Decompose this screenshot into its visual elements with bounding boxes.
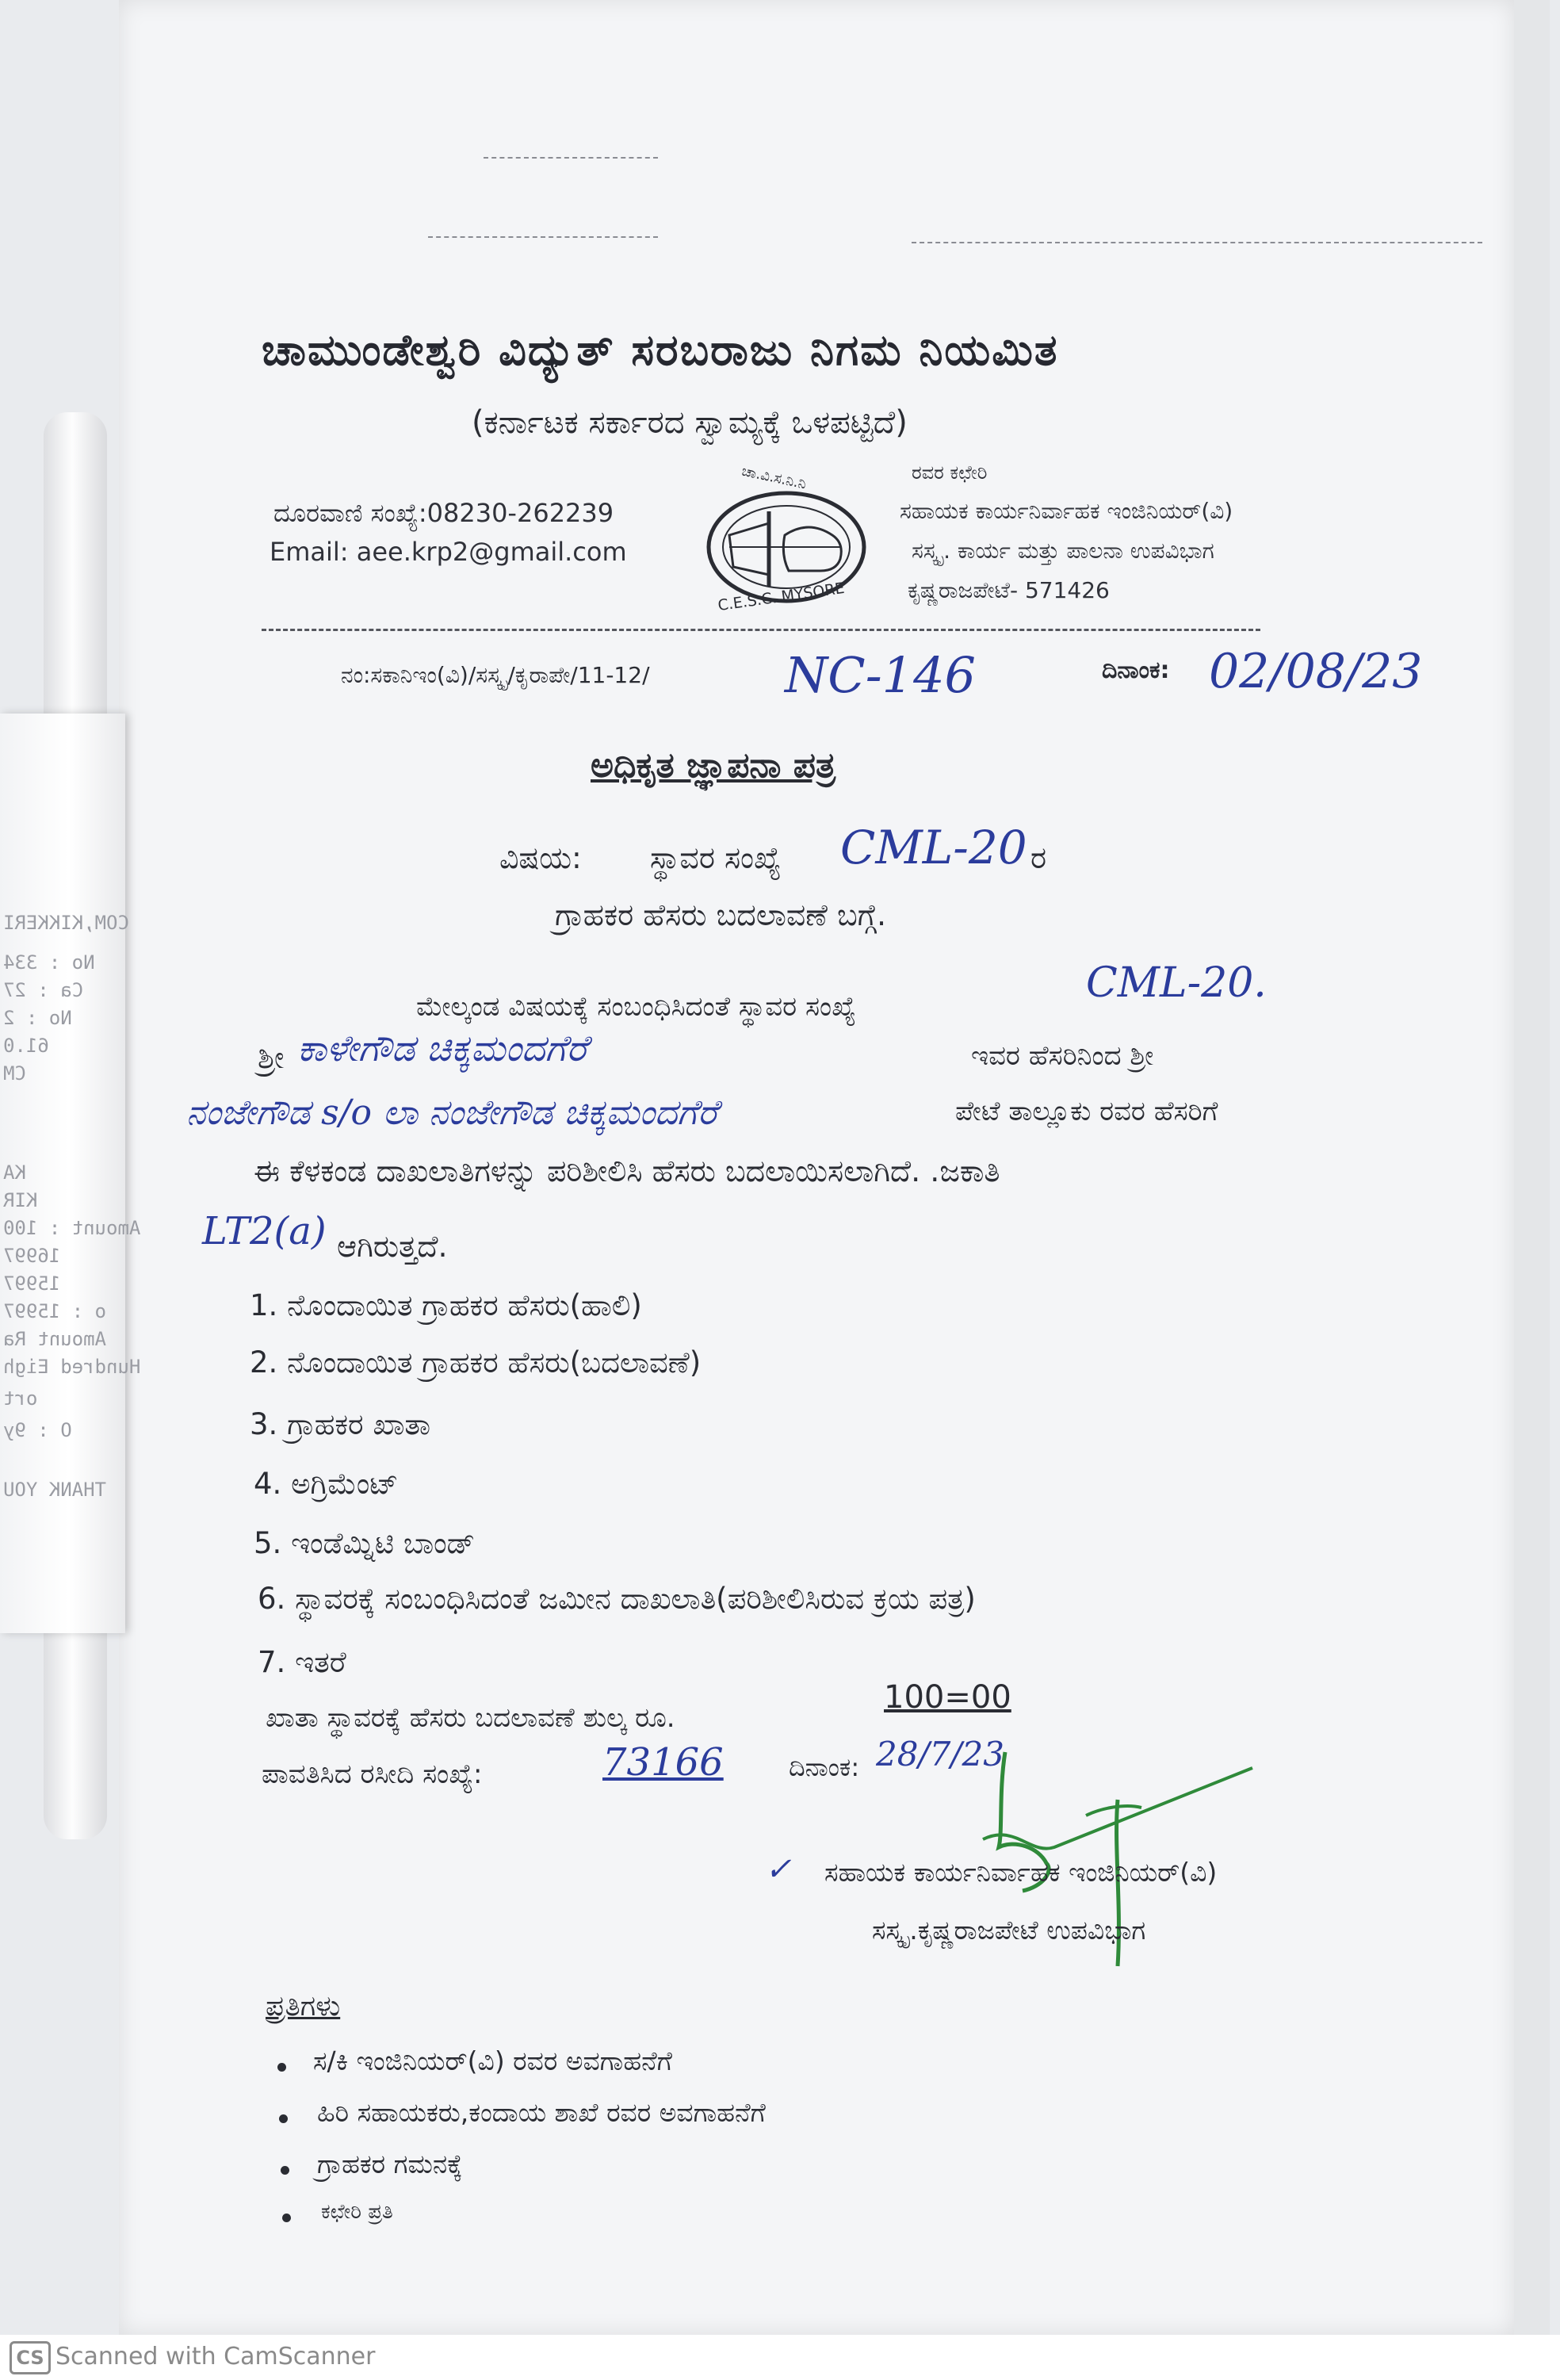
list-item: 2. ನೊಂದಾಯಿತ ಗ್ರಾಹಕರ ಹೆಸರು(ಬದಲಾವಣೆ) <box>250 1345 702 1379</box>
receipt-date-label: ದಿನಾಂಕ: <box>789 1752 860 1782</box>
roll-line: 15997 <box>3 1272 61 1295</box>
receipt-label: ಪಾವತಿಸಿದ ರಸೀದಿ ಸಂಖ್ಯೆ: <box>262 1758 483 1790</box>
subject-text: ಸ್ಥಾವರ ಸಂಖ್ಯೆ <box>650 840 782 875</box>
bullet-icon <box>279 2114 288 2123</box>
roll-line: KIR <box>3 1189 38 1211</box>
logo-top-text: ಚಾ.ವಿ.ಸ.ನಿ.ನಿ <box>740 462 808 493</box>
roll-line: COM,KIKKERI <box>3 912 129 934</box>
memo-heading: ಅಧಿಕೃತ ಜ್ಞಾಪನಾ ಪತ್ರ <box>591 745 836 786</box>
bullet-icon <box>277 2063 286 2072</box>
reference-number-handwritten: NC-146 <box>785 646 976 704</box>
list-item: 6. ಸ್ಥಾವರಕ್ಕೆ ಸಂಬಂಧಿಸಿದಂತೆ ಜಮೀನ ದಾಖಲಾತಿ(ಪರಿಶೀಲಿಸಿರುವ ಕ್ರಯ ಪತ್ರ) <box>258 1582 976 1616</box>
roll-line: CM <box>3 1062 26 1085</box>
logo-bottom-text: C.E.S.C. MYSORE <box>717 579 846 615</box>
roll-line: Amount Ra <box>3 1328 107 1350</box>
copies-heading: ಪ್ರತಿಗಳು <box>266 1990 341 2022</box>
subject-line-2: ಗ್ರಾಹಕರ ಹೆಸರು ಬದಲಾವಣೆ ಬಗ್ಗೆ. <box>555 897 887 932</box>
copies-item: ಕಛೇರಿ ಪ್ರತಿ <box>321 2200 393 2224</box>
date-label: ದಿನಾಂಕ: <box>1102 656 1170 684</box>
receipt-roll <box>0 714 141 1633</box>
camscanner-watermark: Scanned with CamScanner <box>55 2343 376 2370</box>
bullet-icon <box>282 2214 291 2222</box>
list-item: 4. ಅಗ್ರಿಮೆಂಟ್ <box>254 1467 399 1501</box>
faint-line <box>428 236 658 238</box>
para-line-3: ಪೇಟೆ ತಾಲ್ಲೂಕು ರವರ ಹೆಸರಿಗೆ <box>955 1096 1218 1127</box>
list-item: 7. ಇತರೆ <box>258 1645 346 1679</box>
email-address: Email: aee.krp2@gmail.com <box>270 537 627 567</box>
subject-handwritten: CML-20 <box>840 821 1027 874</box>
camscanner-logo-icon: CS <box>10 2341 51 2374</box>
roll-line: o : 15997 <box>3 1300 107 1322</box>
roll-line: 61.0 <box>3 1035 49 1057</box>
subject-label: ವಿಷಯ: <box>499 840 582 875</box>
faint-line <box>484 157 658 159</box>
para-prefix-2: ಶ್ರೀ <box>258 1040 285 1075</box>
org-subtitle: (ಕರ್ನಾಟಕ ಸರ್ಕಾರದ ಸ್ವಾಮ್ಯಕ್ಕೆ ಒಳಪಟ್ಟಿದೆ) <box>472 404 908 441</box>
para-handwritten-4: LT2(a) <box>202 1209 327 1253</box>
fee-amount: 100=00 <box>884 1679 1011 1716</box>
receipt-number-handwritten: 73166 <box>602 1740 724 1785</box>
phone-number: ದೂರವಾಣಿ ಸಂಖ್ಯೆ:08230-262239 <box>273 498 614 528</box>
para-line-5: ಆಗಿರುತ್ತದೆ. <box>337 1229 448 1264</box>
signatory-designation-1: ಸಹಾಯಕ ಕಾರ್ಯನಿರ್ವಾಹಕ ಇಂಜಿನಿಯರ್(ವಿ) <box>824 1857 1218 1888</box>
roll-line: ort <box>3 1387 38 1410</box>
office-line-2: ಸಹಾಯಕ ಕಾರ್ಯನಿರ್ವಾಹಕ ಇಂಜಿನಿಯರ್(ವಿ) <box>900 498 1233 524</box>
receipt-date-handwritten: 28/7/23 <box>876 1735 1004 1774</box>
copies-item: ಸ/ಕಿ ಇಂಜಿನಿಯರ್(ವಿ) ರವರ ಅವಗಾಹನೆಗೆ <box>313 2045 672 2076</box>
faint-line <box>912 242 1482 243</box>
para-line-1: ಮೇಲ್ಕಂಡ ವಿಷಯಕ್ಕೆ ಸಂಬಂಧಿಸಿದಂತೆ ಸ್ಥಾವರ ಸಂಖ್ಯೆ <box>416 991 856 1023</box>
para-line-4: ಈ ಕೆಳಕಂಡ ದಾಖಲಾತಿಗಳನ್ನು ಪರಿಶೀಲಿಸಿ ಹೆಸರು ಬದಲಾಯಿಸಲಾಗಿದೆ. .ಜಕಾತಿ <box>254 1154 1000 1188</box>
subject-suffix: ರ <box>1030 840 1047 875</box>
fee-line: ಖಾತಾ ಸ್ಥಾವರಕ್ಕೆ ಹೆಸರು ಬದಲಾವಣೆ ಶುಲ್ಕ ರೂ. <box>266 1702 675 1734</box>
list-item: 5. ಇಂಡೆಮ್ನಿಟಿ ಬಾಂಡ್ <box>254 1526 476 1560</box>
office-line-4: ಕೃಷ್ಣರಾಜಪೇಟೆ- 571426 <box>908 577 1110 603</box>
para-handwritten-1: CML-20. <box>1086 959 1267 1007</box>
para-handwritten-3: ನಂಜೇಗೌಡ s/o ಲಾ ನಂಜೇಗೌಡ ಚಿಕ್ಕಮಂದಗೆರೆ <box>186 1092 718 1133</box>
initial-mark: ✓ <box>765 1851 792 1888</box>
list-item: 3. ಗ್ರಾಹಕರ ಖಾತಾ <box>250 1407 431 1441</box>
copies-item: ಗ್ರಾಹಕರ ಗಮನಕ್ಕೆ <box>317 2149 463 2179</box>
roll-line: 16997 <box>3 1245 61 1267</box>
roll-line: THANK YOU <box>3 1479 107 1501</box>
para-handwritten-2: ಕಾಳೇಗೌಡ ಚಿಕ್ಕಮಂದಗೆರೆ <box>297 1027 587 1069</box>
date-handwritten: 02/08/23 <box>1209 644 1423 699</box>
roll-line: No : 2 <box>3 1007 72 1029</box>
roll-line: Amount : 100 <box>3 1217 141 1239</box>
copies-item: ಹಿರಿ ಸಹಾಯಕರು,ಕಂದಾಯ ಶಾಖೆ ರವರ ಅವಗಾಹನೆಗೆ <box>317 2097 766 2128</box>
org-title: ಚಾಮುಂಡೇಶ್ವರಿ ವಿದ್ಯುತ್ ಸರಬರಾಜು ನಿಗಮ ನಿಯಮಿತ <box>262 325 1059 375</box>
list-item: 1. ನೊಂದಾಯಿತ ಗ್ರಾಹಕರ ಹೆಸರು(ಹಾಲಿ) <box>250 1288 642 1322</box>
office-line-3: ಸಸ್ಕೃ. ಕಾರ್ಯ ಮತ್ತು ಪಾಲನಾ ಉಪವಿಭಾಗ <box>912 538 1214 564</box>
roll-line: O : 9y <box>3 1419 72 1441</box>
bullet-icon <box>281 2166 289 2175</box>
roll-line: KA <box>3 1161 26 1184</box>
signatory-designation-2: ಸಸ್ಕೃ.ಕೃಷ್ಣರಾಜಪೇಟೆ ಉಪವಿಭಾಗ <box>872 1915 1146 1946</box>
reference-number-label: ನಂ:ಸಕಾನಿಇಂ(ವಿ)/ಸಸ್ಕೃ/ಕೃರಾಪೇ/11-12/ <box>341 662 650 688</box>
roll-line: Hundred Eigh <box>3 1356 141 1378</box>
office-line-1: ರವರ ಕಛೇರಿ <box>912 461 988 484</box>
roll-line: Ca : 27 <box>3 979 84 1001</box>
header-divider <box>262 629 1260 631</box>
para-line-2: ಇವರ ಹೆಸರಿನಿಂದ ಶ್ರೀ <box>971 1040 1154 1072</box>
roll-line: No : 334 <box>3 951 95 974</box>
